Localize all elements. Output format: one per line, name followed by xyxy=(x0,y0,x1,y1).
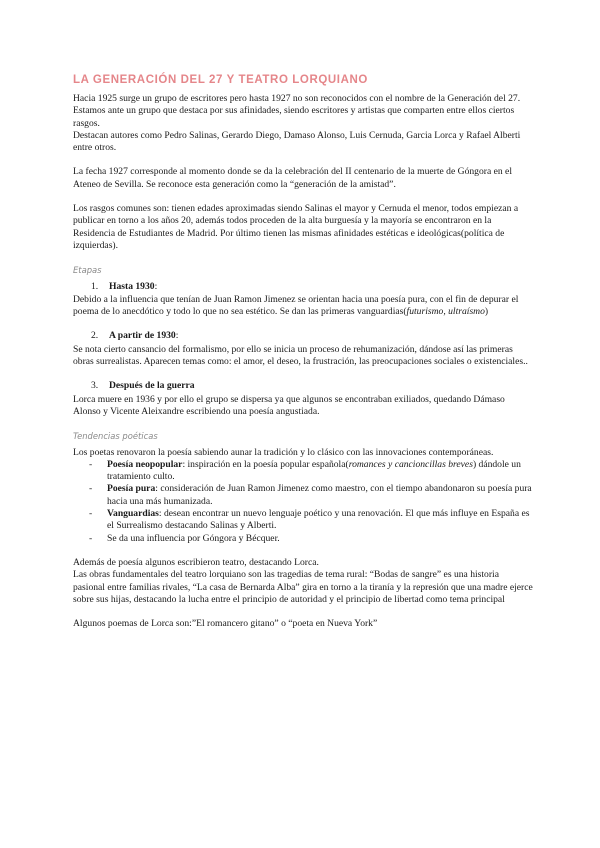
stage-text: Debido a la influencia que tenían de Juan Ramon Jimenez se orientan hacia una poesía pura, con el fin de depurar el poema de lo anecdótico y todo lo que no sea estético. Se dan las primeras vanguardias(futurismo, ultraísmo) xyxy=(73,293,519,318)
intro-paragraph-1: Hacia 1925 surge un grupo de escritores pero hasta 1927 no son reconocidos con el nombre de la Generación del 27. Estamos ante un grupo que destaca por sus afinidades, siendo escritores y artistas que comparten entre ellos ciertos rasgos. xyxy=(73,93,521,129)
document-page xyxy=(73,73,533,630)
intro-paragraph-2: Destacan autores como Pedro Salinas, Gerardo Diego, Damaso Alonso, Luis Cernuda, Garcia Lorca y Rafael Alberti entre otros. xyxy=(73,129,521,154)
stage-3 xyxy=(73,380,533,418)
teatro-paragraph-1: Además de poesía algunos escribieron teatro, destacando Lorca. xyxy=(73,556,319,568)
list-item: - Vanguardias: desean encontrar un nuevo lenguaje poético y una renovación. El que más influye en España es el Surrealismo destacando Salinas y Alberti. xyxy=(89,508,530,532)
tendencias-intro: Los poetas renovaron la poesía sabiendo aunar la tradición y lo clásico con las innovaciones contemporáneas. xyxy=(73,446,494,458)
list-item: - Se da una influencia por Góngora y Bécquer. xyxy=(89,532,280,544)
stage-number: 2. xyxy=(91,330,99,342)
stage-heading: Después de la guerra xyxy=(109,380,195,392)
stage-heading: Hasta 1930 xyxy=(109,280,155,292)
intro-paragraph-3: La fecha 1927 corresponde al momento donde se da la celebración del II centenario de la muerte de Góngora en el Ateneo de Sevilla. Se reconoce esta generación como la “generación de la amistad”. xyxy=(73,166,512,190)
stage-text: Se nota cierto cansancio del formalismo, por ello se inicia un proceso de rehumanización, dándose así las primeras obras surrealistas. Aparecen temas como: el amor, el deseo, la frustración, las preocupaciones sociales o existenciales.. xyxy=(73,343,528,368)
intro-paragraph-4: Los rasgos comunes son: tienen edades aproximadas siendo Salinas el mayor y Cernuda el menor, todos empiezan a publicar en torno a los años 20, además todos proceden de la alta burguesía y la mayoría se encontraron en la Residencia de Estudiantes de Madrid. Por último tienen las mismas afinidades estéticas e ideológicas(política de izquierdas). xyxy=(73,203,519,251)
stage-2: 2. A partir de 1930: Se nota cierto cansancio del formalismo, por ello se inicia un proceso de rehumanización, dándose así las primeras obras surrealistas. Aparecen temas como: el amor, el deseo, la frustración, las preocupaciones sociales o existenciales.. xyxy=(73,330,533,368)
list-item: - Poesía pura: consideración de Juan Ramon Jimenez como maestro, con el tiempo abandonaron su poesía pura hacia una más humanizada. xyxy=(89,483,532,507)
tendencias-label: Tendencias poéticas xyxy=(73,431,158,442)
stage-1: 1. Hasta 1930: Debido a la influencia que tenían de Juan Ramon Jimenez se orientan hacia una poesía pura, con el fin de depurar el poema de lo anecdótico y todo lo que no sea estético. Se dan las primeras vanguardias(futurismo, ultraísmo) xyxy=(73,281,533,319)
stage-heading: A partir de 1930 xyxy=(109,330,176,342)
stage-number: 3. xyxy=(91,380,99,392)
etapas-label: Etapas xyxy=(73,265,102,276)
stage-text: Lorca muere en 1936 y por ello el grupo se dispersa ya que algunos se encontraban exiliados, quedando Dámaso Alonso y Vicente Aleixandre escribiendo una poesía angustiada. xyxy=(73,393,505,417)
stage-number: 1. xyxy=(91,280,99,292)
teatro-paragraph-2: Las obras fundamentales del teatro lorquiano son las tragedias de tema rural: “Bodas de sangre” es una historia pasional entre familias rivales, “La casa de Bernarda Alba” gira en torno a la tiranía y la represión que una madre ejerce sobre sus hijas, destacando la lucha entre el principio de autoridad y el principio de libertad como tema principal xyxy=(73,569,533,605)
teatro-paragraph-3: Algunos poemas de Lorca son:”El romancero gitano” o “poeta en Nueva York” xyxy=(73,618,378,630)
document-title: LA GENERACIÓN DEL 27 Y TEATRO LORQUIANO xyxy=(73,74,368,86)
tendencias-list xyxy=(73,459,533,545)
list-item: - Poesía neopopular: inspiración en la poesía popular española(romances y cancioncillas breves) dándole un tratamiento culto. xyxy=(89,458,521,483)
